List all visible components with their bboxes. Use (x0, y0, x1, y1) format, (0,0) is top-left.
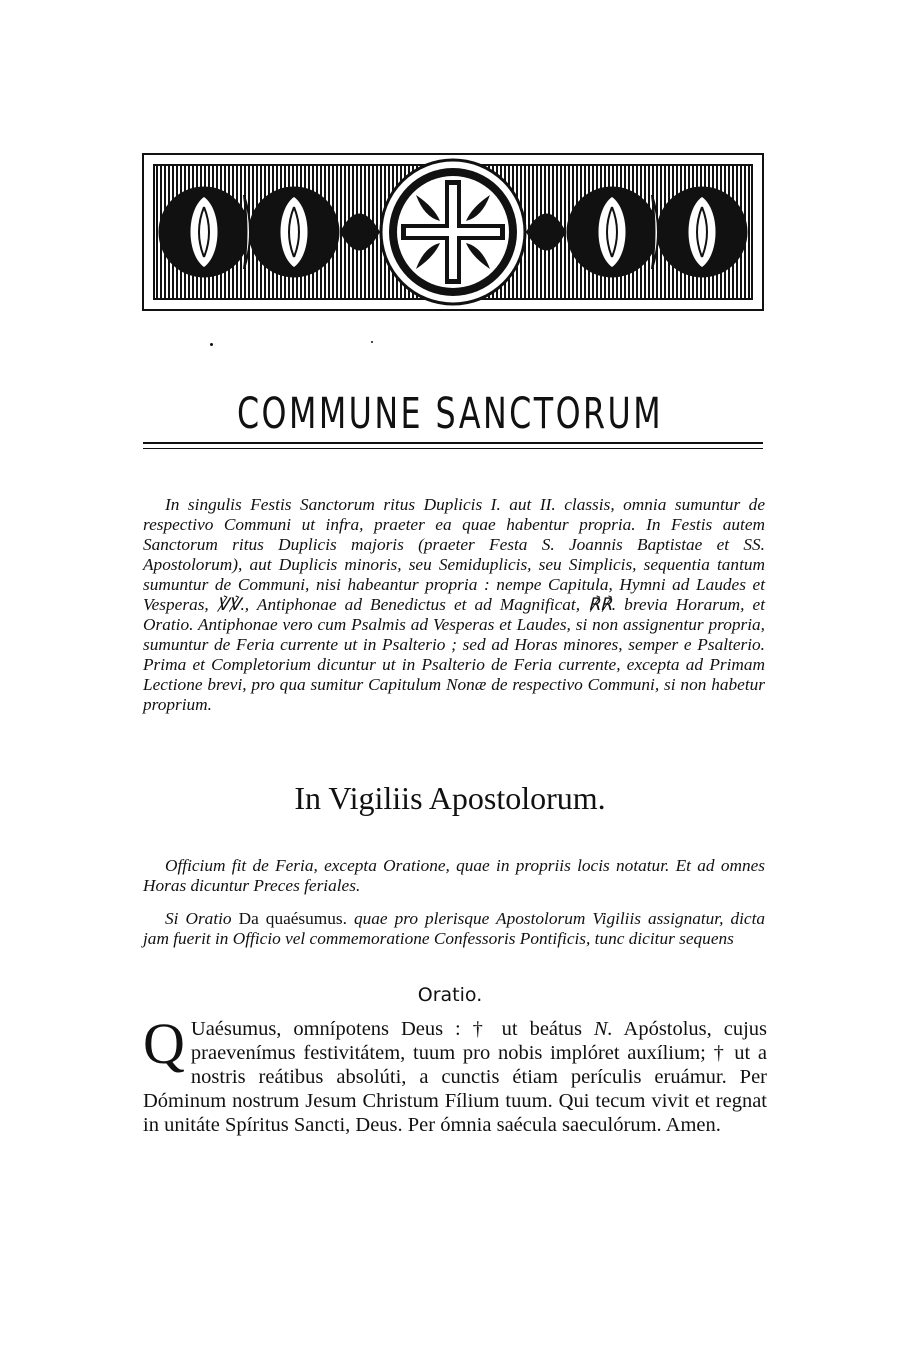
rubric-paragraph-1: Officium fit de Feria, excepta Oratione, quae in propriis locis notatur. Et ad omnes Horas dicuntur Preces feriales. (143, 856, 765, 895)
rubric-paragraph-2 (143, 909, 765, 949)
prayer-part-2: Apóstolus, cujus praevenímus festivitátem, tuum pro nobis implóret auxílium; † ut a nostris reátibus absolúti, a cunctis étiam perículis eruámur. Per Dóminum nostrum Jesum Christum Fílium tuum. Qui tecum vivit et regnat in unitáte Spíritus Sancti, Deus. Per ómnia saécula saeculórum. Amen. (143, 1018, 768, 1136)
intro-rubric: In singulis Festis Sanctorum ritus Duplicis I. aut II. classis, omnia sumuntur de respectivo Communi ut infra, praeter ea quae habentur propria. In Festis autem Sanctorum ritus Duplicis majoris (praeter Festa S. Joannis Baptistae et SS. Apostolorum), aut Duplicis minoris, seu Semiduplicis, seu Simplicis, sequentia tantum sumuntur de Communi, nisi habeantur propria : nempe Capitula, Hymni ad Laudes et Vesperas, ℣℣., Antiphonae ad Benedictus et ad Magnificat, ℟℟. brevia Horarum, et Oratio. Antiphonae vero cum Psalmis ad Vesperas et Laudes, si non assignentur propria, sumuntur de Feria currente ut in Psalterio ; sed ad Horas minores, semper e Psalterio. Prima et Completorium dicuntur ut in Psalterio de Feria currente, excepta ad Primam Lectione brevi, pro qua sumitur Capitulum Nonæ de respectivo Communi, si non habetur proprium. (143, 495, 765, 714)
prayer-name-placeholder: N. (593, 1018, 613, 1040)
header-ornament (142, 153, 764, 311)
prayer-text (143, 1011, 768, 1137)
section-heading: In Vigiliis Apostolorum. (294, 780, 606, 816)
rubric-lead: Si Oratio (165, 909, 232, 928)
byzantine-cross-ornament-icon (144, 155, 762, 309)
oratio-incipit: Da quaésumus. (238, 909, 347, 928)
title-rule-thick (143, 442, 763, 444)
oratio-label: Oratio. (417, 984, 483, 1006)
drop-cap: Q (143, 1011, 185, 1076)
rubric-rest: quae pro plerisque Apostolorum Vigiliis assignatur, dicta jam fuerit in Officio vel commemoratione Confessoris Pontificis, tunc dicitur sequens (143, 909, 766, 948)
prayer-part-1: Uaésumus, omnípotens Deus : † ut beátus (190, 1018, 594, 1040)
page-title: COMMUNE SANCTORUM (236, 388, 664, 439)
title-rule-thin (143, 448, 763, 449)
ink-speck (371, 341, 373, 343)
ink-speck (210, 343, 213, 346)
